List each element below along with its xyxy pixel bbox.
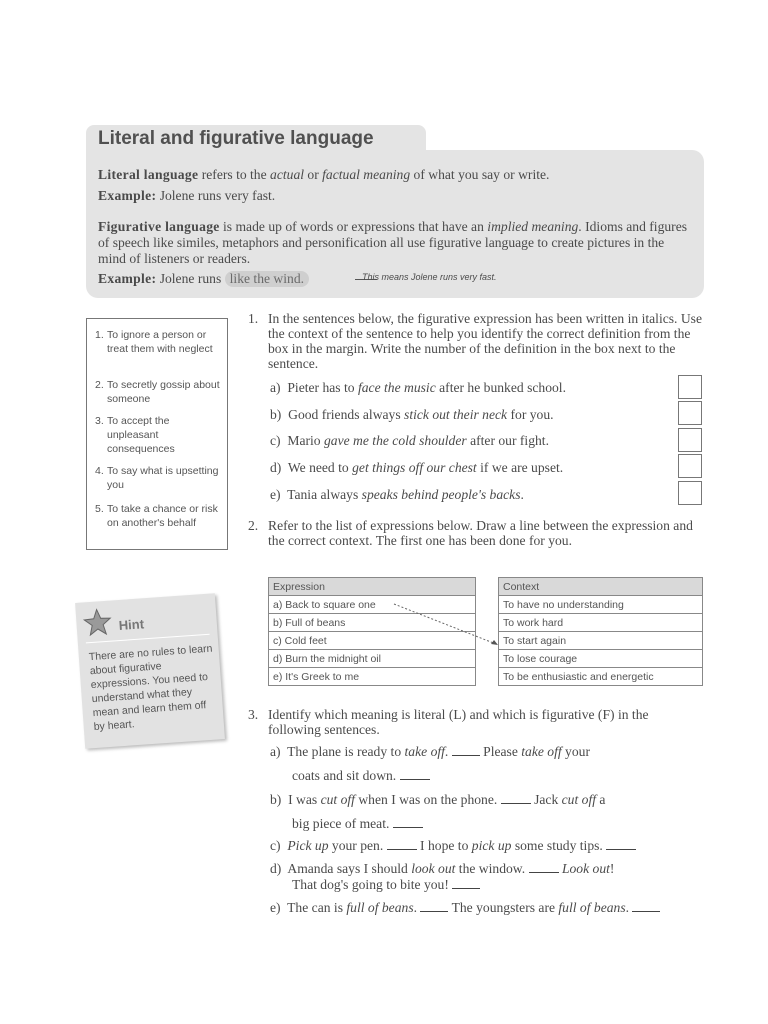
definition-item — [95, 502, 223, 530]
def-text: To take a chance or risk on another's behalf — [107, 503, 218, 529]
definition-item — [95, 414, 223, 456]
question-text: In the sentences below, the figurative expression has been written in italics. Use the context of the sentence to help you identify the correct definition from the box in the margin. Write the number of the definition in the box next to the sentence. — [268, 311, 702, 371]
hint-text: There are no rules to learn about figurative expressions. You need to understand what they mean and learn them off by heart. — [88, 642, 213, 734]
example-connector-line — [390, 598, 502, 650]
em: actual — [270, 167, 305, 182]
em: take off — [521, 744, 562, 759]
text: We need to — [287, 460, 353, 475]
expression-cell[interactable]: b) Full of beans — [269, 614, 476, 632]
answer-blank[interactable] — [400, 769, 430, 780]
text: Jack — [530, 792, 562, 807]
em: full of beans — [558, 900, 626, 915]
answer-blank[interactable] — [529, 862, 559, 873]
literal-label: Literal language — [98, 167, 199, 182]
context-cell[interactable]: To start again — [499, 632, 703, 650]
q1-item-d — [270, 460, 563, 476]
figurative-label: Figurative language — [98, 219, 220, 234]
text: . — [520, 487, 524, 502]
hint-title: Hint — [118, 616, 145, 634]
literal-definition — [98, 167, 688, 183]
text: big piece of meat. — [292, 816, 390, 831]
label: a) — [270, 744, 281, 759]
label: d) — [270, 460, 282, 475]
text: Pieter has to — [287, 380, 358, 395]
text: of what you say or write. — [410, 167, 550, 182]
label: e) — [270, 487, 281, 502]
context-cell[interactable]: To be enthusiastic and energetic — [499, 668, 703, 686]
text: or — [304, 167, 323, 182]
answer-blank[interactable] — [387, 839, 417, 850]
text: Mario — [287, 433, 324, 448]
text: is made up of words or expressions that have an — [219, 219, 488, 234]
text: some study tips. — [511, 838, 603, 853]
q3-item-e — [270, 900, 660, 916]
em: look out — [411, 861, 456, 876]
page-title: Literal and figurative language — [98, 128, 374, 149]
star-icon — [81, 607, 113, 639]
answer-box-c[interactable] — [678, 428, 702, 452]
text: for you. — [507, 407, 554, 422]
em: gave me the cold shoulder — [323, 433, 467, 448]
expression-cell[interactable]: a) Back to square one — [269, 596, 476, 614]
expression-cell[interactable]: c) Cold feet — [269, 632, 476, 650]
example-1 — [98, 188, 275, 204]
q1-item-c — [270, 433, 549, 449]
context-header: Context — [499, 578, 703, 596]
text: the window. — [455, 861, 526, 876]
text: Tania always — [287, 487, 362, 502]
text: refers to the — [198, 167, 271, 182]
text: The can is — [287, 900, 347, 915]
text: The youngsters are — [448, 900, 559, 915]
hint-card — [75, 593, 225, 748]
def-text: To accept the unpleasant consequences — [107, 415, 175, 455]
em: cut off — [320, 792, 355, 807]
expression-cell[interactable]: e) It's Greek to me — [269, 668, 476, 686]
example-2 — [98, 271, 309, 287]
em: get things off our chest — [352, 460, 477, 475]
em: pick up — [471, 838, 512, 853]
text: . Idioms and figures of speech like similes, metaphors and personification all use figurative language to create pictures in the mind of listeners or readers. — [98, 219, 688, 266]
q3-item-b-cont — [292, 816, 423, 832]
text: your pen. — [328, 838, 384, 853]
q3-item-d-cont — [292, 877, 480, 893]
q1-item-a — [270, 380, 566, 396]
question-text: Identify which meaning is literal (L) and which is figurative (F) in the following sentences. — [268, 707, 649, 737]
question-number: 1. — [248, 311, 259, 326]
answer-box-d[interactable] — [678, 454, 702, 478]
example-label: Example: — [98, 188, 157, 203]
answer-blank[interactable] — [393, 817, 423, 828]
em: speaks behind people's backs — [361, 487, 521, 502]
answer-blank[interactable] — [501, 793, 531, 804]
highlighted-phrase: like the wind. — [225, 271, 309, 287]
q3-item-c — [270, 838, 636, 854]
text: That dog's going to bite you! — [292, 877, 449, 892]
expression-header: Expression — [269, 578, 476, 596]
q3-item-b — [270, 792, 605, 808]
expression-cell[interactable]: d) Burn the midnight oil — [269, 650, 476, 668]
text: Jolene runs very fast. — [156, 188, 276, 203]
em: Look out — [561, 861, 610, 876]
question-number: 3. — [248, 707, 259, 722]
text: if we are upset. — [476, 460, 564, 475]
context-cell[interactable]: To lose courage — [499, 650, 703, 668]
text: . — [413, 900, 418, 915]
def-num: 3. — [95, 415, 104, 427]
em: face the music — [357, 380, 436, 395]
text: I hope to — [416, 838, 472, 853]
example-label: Example: — [98, 271, 157, 286]
em: stick out their neck — [404, 407, 508, 422]
text: The plane is ready to — [287, 744, 405, 759]
text: I was — [288, 792, 321, 807]
q3-item-d — [270, 861, 614, 877]
answer-blank[interactable] — [420, 901, 448, 912]
answer-blank[interactable] — [606, 839, 636, 850]
definition-item — [95, 328, 223, 356]
q1-item-e — [270, 487, 524, 503]
answer-blank[interactable] — [452, 878, 480, 889]
answer-box-a[interactable] — [678, 375, 702, 399]
em: factual meaning — [322, 167, 411, 182]
def-text: To secretly gossip about someone — [107, 379, 220, 405]
answer-blank[interactable] — [452, 745, 480, 756]
def-text: To ignore a person or treat them with neglect — [107, 329, 213, 355]
text: Please — [479, 744, 522, 759]
definition-item — [95, 464, 223, 492]
answer-box-e[interactable] — [678, 481, 702, 505]
text: . — [625, 900, 630, 915]
text: Good friends always — [288, 407, 405, 422]
label: d) — [270, 861, 282, 876]
def-num: 2. — [95, 379, 104, 391]
q3-item-a-cont — [292, 768, 430, 784]
text: when I was on the phone. — [354, 792, 498, 807]
em: implied meaning — [487, 219, 579, 234]
text: coats and sit down. — [292, 768, 397, 783]
em: take off — [404, 744, 445, 759]
q1-item-b — [270, 407, 554, 423]
text: Jolene runs — [156, 271, 225, 286]
context-cell[interactable]: To work hard — [499, 614, 703, 632]
text: after he bunked school. — [435, 380, 566, 395]
label: e) — [270, 900, 281, 915]
question-text: Refer to the list of expressions below. Draw a line between the expression and the correct context. The first one has been done for you. — [268, 518, 693, 548]
text: after our fight. — [466, 433, 549, 448]
context-cell[interactable]: To have no understanding — [499, 596, 703, 614]
definition-item — [95, 378, 223, 406]
def-text: To say what is upsetting you — [107, 465, 219, 491]
label: b) — [270, 407, 282, 422]
def-num: 5. — [95, 503, 104, 515]
text: Amanda says I should — [287, 861, 412, 876]
figurative-definition — [98, 219, 688, 267]
definitions-box — [86, 318, 228, 550]
question-number: 2. — [248, 518, 259, 533]
text: . — [444, 744, 449, 759]
label: c) — [270, 433, 281, 448]
q3-item-a — [270, 744, 590, 760]
text: a — [596, 792, 606, 807]
answer-box-b[interactable] — [678, 401, 702, 425]
answer-blank[interactable] — [632, 901, 660, 912]
label: a) — [270, 380, 281, 395]
text: your — [561, 744, 590, 759]
em: full of beans — [346, 900, 414, 915]
example-note: This means Jolene runs very fast. — [362, 272, 497, 282]
em: cut off — [561, 792, 596, 807]
def-num: 4. — [95, 465, 104, 477]
text: ! — [609, 861, 615, 876]
context-table — [498, 577, 703, 686]
em: Pick up — [287, 838, 329, 853]
def-num: 1. — [95, 329, 104, 341]
label: c) — [270, 838, 281, 853]
label: b) — [270, 792, 282, 807]
